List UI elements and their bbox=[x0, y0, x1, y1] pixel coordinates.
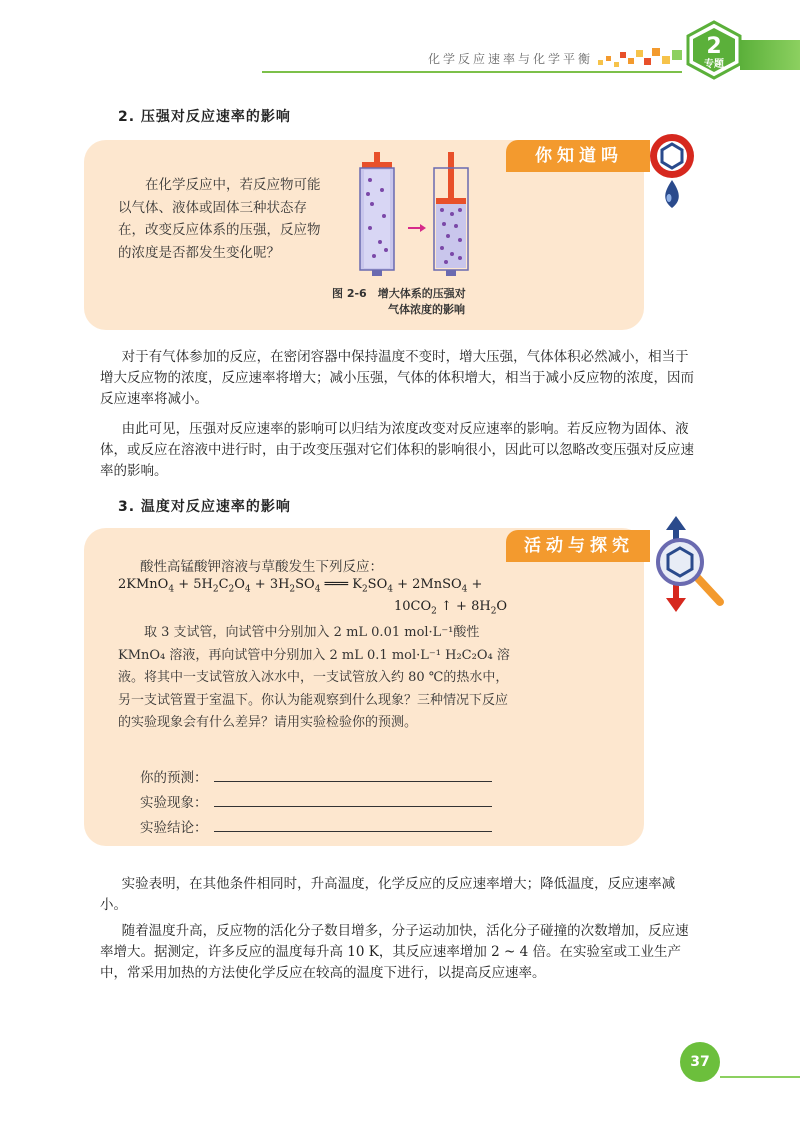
fill-phenomenon-label: 实验现象： bbox=[140, 795, 208, 811]
fill-conclusion-line[interactable] bbox=[214, 831, 492, 832]
header-rule bbox=[262, 71, 682, 73]
syringe-figure bbox=[352, 150, 482, 280]
fill-phenomenon-line[interactable] bbox=[214, 806, 492, 807]
badge-label: 专题 bbox=[704, 59, 724, 70]
did-you-know-tab: 你知道吗 bbox=[506, 140, 652, 172]
pressure-paragraph-2: 由此可见，压强对反应速率的影响可以归结为浓度改变对反应速率的影响。若反应物为固体、液体，或反应在溶液中进行时，由于改变压强对它们体积的影响很小，因此可以忽略改变压强对反应速率的影响。 bbox=[100, 421, 694, 479]
header-decor-squares bbox=[596, 46, 686, 70]
temperature-paragraph-1: 实验表明，在其他条件相同时，升高温度，化学反应的反应速率增大；降低温度，反应速率减小。 bbox=[100, 876, 676, 913]
equation-line-2: $10CO_2$ ↑ + $8H_2O$ bbox=[394, 599, 508, 617]
question-hexagon-icon bbox=[644, 130, 700, 214]
fill-prediction-label: 你的预测： bbox=[140, 770, 208, 786]
figure-caption-line2: 气体浓度的影响 bbox=[388, 303, 465, 316]
figure-caption bbox=[332, 286, 522, 318]
equation-line-1: 2KMnO$_4$ + $5H_2C_2O_4 + 3H_2SO_4$ ═══ $K_2SO_4$ + 2MnSO$_4$ + bbox=[118, 577, 483, 595]
activity-intro: 酸性高锰酸钾溶液与草酸发生下列反应： bbox=[140, 559, 383, 575]
activity-body: 取 3 支试管，向试管中分别加入 2 mL 0.01 mol·L⁻¹酸性 KMnO₄ 溶液，再向试管中分别加入 2 mL 0.1 mol·L⁻¹ H₂C₂O₄ 溶液。将其中一支试管放入冰水中，一支试管放入约 80 ℃的热水中，另一支试管置于室温下。你认为能观察到什么现象？三种情况下反应的实验现象会有什么差异？请用实验检验你的预测。 bbox=[118, 625, 510, 730]
page-number: 37 bbox=[680, 1042, 720, 1082]
fill-conclusion-label: 实验结论： bbox=[140, 820, 208, 836]
activity-tab: 活动与探究 bbox=[506, 530, 652, 562]
fill-prediction-line[interactable] bbox=[214, 781, 492, 782]
footer-rule bbox=[720, 1076, 800, 1078]
section-heading-pressure: 2. 压强对反应速率的影响 bbox=[118, 109, 291, 125]
running-title: 化学反应速率与化学平衡 bbox=[428, 52, 594, 66]
chapter-badge bbox=[684, 20, 744, 80]
header-green-bar bbox=[740, 40, 800, 70]
figure-caption-line1: 图 2-6 增大体系的压强对 bbox=[332, 287, 466, 300]
magnifier-icon bbox=[646, 516, 730, 612]
question-text: 在化学反应中，若反应物可能以气体、液体或固体三种状态存在，改变反应体系的压强，反应物的浓度是否都发生变化呢？ bbox=[118, 177, 321, 261]
pressure-paragraph-1: 对于有气体参加的反应，在密闭容器中保持温度不变时，增大压强，气体体积必然减小，相当于增大反应物的浓度，反应速率将增大；减小压强，气体的体积增大，相当于减小反应物的浓度，因而反应速率将减小。 bbox=[100, 349, 694, 407]
section-heading-temperature: 3. 温度对反应速率的影响 bbox=[118, 499, 291, 515]
badge-number: 2 bbox=[706, 34, 722, 59]
temperature-paragraph-2: 随着温度升高，反应物的活化分子数目增多，分子运动加快，活化分子碰撞的次数增加，反应速率增大。据测定，许多反应的温度每升高 10 K，其反应速率增加 2 ~ 4 倍。在实验室或工业生产中，常采用加热的方法使化学反应在较高的温度下进行，以提高反应速率。 bbox=[100, 923, 689, 981]
